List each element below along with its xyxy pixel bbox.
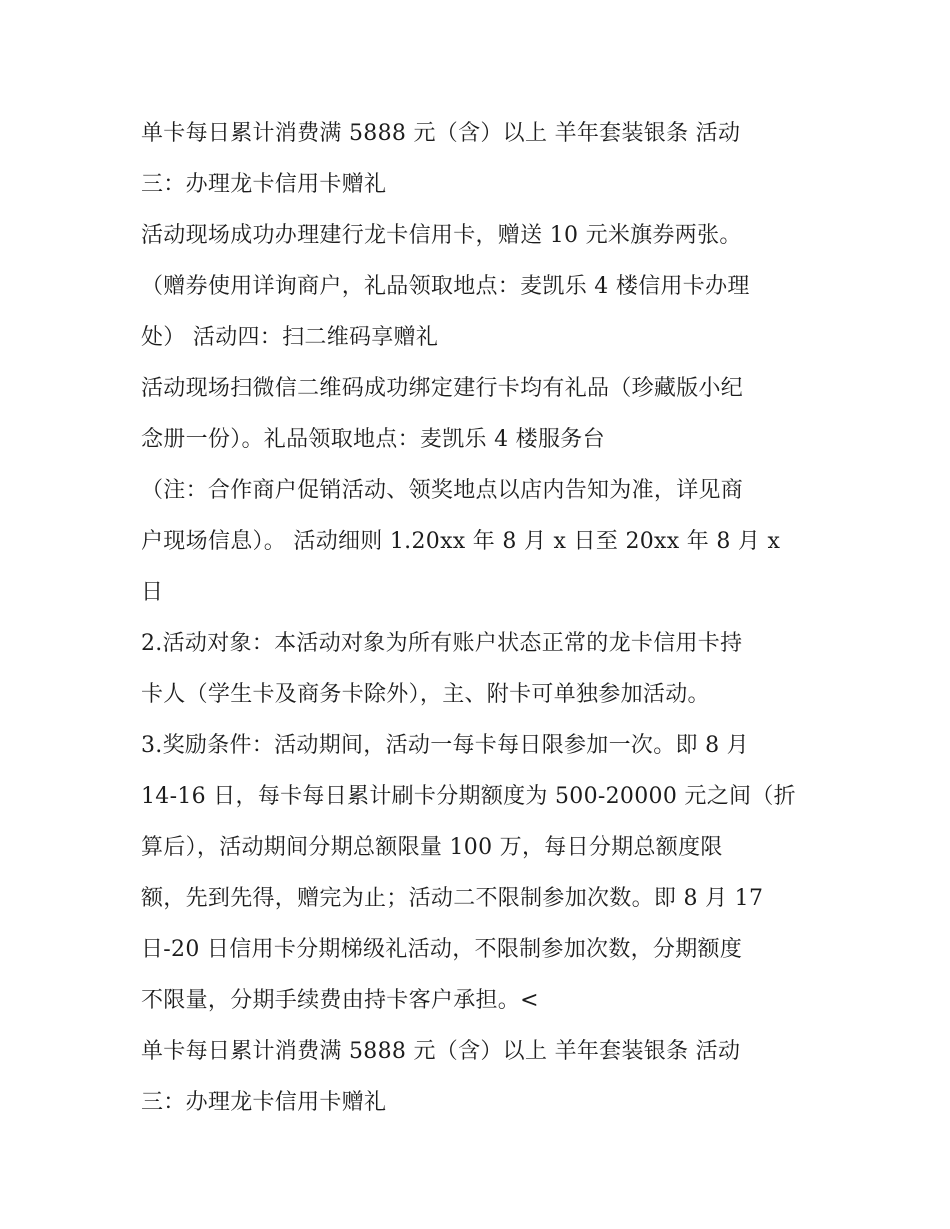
- text-line: 三：办理龙卡信用卡赠礼: [141, 1090, 387, 1115]
- text-line: 卡人（学生卡及商务卡除外），主、附卡可单独参加活动。: [141, 682, 710, 707]
- text-line: 2.活动对象：本活动对象为所有账户状态正常的龙卡信用卡持: [141, 631, 743, 656]
- text-line: 3.奖励条件：活动期间，活动一每卡每日限参加一次。即 8 月: [141, 733, 749, 758]
- text-line: 三：办理龙卡信用卡赠礼: [141, 172, 387, 197]
- text-line: 日-20 日信用卡分期梯级礼活动，不限制参加次数，分期额度: [141, 937, 743, 962]
- text-line: 活动现场扫微信二维码成功绑定建行卡均有礼品（珍藏版小纪: [141, 376, 744, 401]
- text-line: （赠券使用详询商户，礼品领取地点：麦凯乐 4 楼信用卡办理: [141, 274, 750, 299]
- text-line: 处） 活动四：扫二维码享赠礼: [141, 325, 439, 350]
- text-line: 单卡每日累计消费满 5888 元（含）以上 羊年套装银条 活动: [141, 121, 741, 146]
- text-line: 不限量，分期手续费由持卡客户承担。<: [141, 988, 539, 1013]
- text-line: 活动现场成功办理建行龙卡信用卡，赠送 10 元米旗券两张。: [141, 223, 742, 248]
- text-line: 日: [141, 580, 164, 605]
- text-line: 单卡每日累计消费满 5888 元（含）以上 羊年套装银条 活动: [141, 1039, 741, 1064]
- text-line: 户现场信息）。 活动细则 1.20xx 年 8 月 x 日至 20xx 年 8 月 x: [141, 529, 781, 554]
- text-line: （注：合作商户促销活动、领奖地点以店内告知为准，详见商: [141, 478, 744, 503]
- text-line: 14-16 日，每卡每日累计刷卡分期额度为 500-20000 元之间（折: [141, 784, 796, 809]
- text-line: 算后），活动期间分期总额限量 100 万，每日分期总额度限: [141, 835, 723, 860]
- document-body: [141, 108, 821, 1128]
- text-line: 念册一份）。礼品领取地点：麦凯乐 4 楼服务台: [141, 427, 605, 452]
- text-line: 额，先到先得，赠完为止；活动二不限制参加次数。即 8 月 17: [141, 886, 764, 911]
